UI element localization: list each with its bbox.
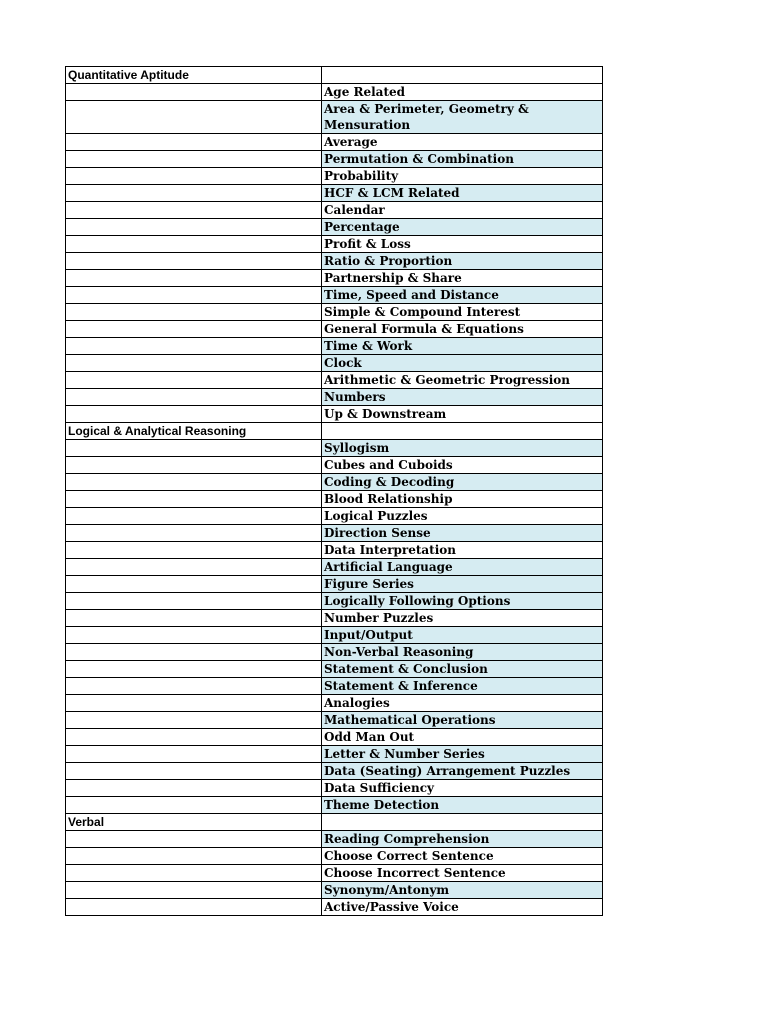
empty-category-cell[interactable] [66, 219, 322, 236]
empty-category-cell[interactable] [66, 101, 322, 134]
empty-category-cell[interactable] [66, 899, 322, 916]
topic-cell[interactable]: Mathematical Operations [322, 712, 603, 729]
empty-category-cell[interactable] [66, 542, 322, 559]
empty-category-cell[interactable] [66, 185, 322, 202]
topic-row [66, 729, 603, 746]
topic-row [66, 746, 603, 763]
topic-row [66, 406, 603, 423]
topic-row [66, 882, 603, 899]
topic-cell[interactable]: Analogies [322, 695, 603, 712]
topic-row [66, 287, 603, 304]
empty-category-cell[interactable] [66, 661, 322, 678]
topic-cell[interactable]: Logical Puzzles [322, 508, 603, 525]
topic-row [66, 270, 603, 287]
topic-cell[interactable]: Arithmetic & Geometric Progression [322, 372, 603, 389]
topic-row [66, 304, 603, 321]
topic-row [66, 457, 603, 474]
empty-category-cell[interactable] [66, 151, 322, 168]
topic-row [66, 491, 603, 508]
empty-topic-cell[interactable] [322, 67, 603, 84]
topic-cell[interactable]: Blood Relationship [322, 491, 603, 508]
topic-row [66, 780, 603, 797]
topic-row [66, 389, 603, 406]
topic-row [66, 474, 603, 491]
topic-cell[interactable]: Permutation & Combination [322, 151, 603, 168]
topic-cell[interactable]: Simple & Compound Interest [322, 304, 603, 321]
topic-row [66, 355, 603, 372]
topic-cell[interactable]: Number Puzzles [322, 610, 603, 627]
topic-row [66, 134, 603, 151]
empty-category-cell[interactable] [66, 457, 322, 474]
topic-cell[interactable]: Age Related [322, 84, 603, 101]
empty-category-cell[interactable] [66, 831, 322, 848]
topic-row [66, 644, 603, 661]
topic-cell[interactable]: Synonym/Antonym [322, 882, 603, 899]
empty-category-cell[interactable] [66, 644, 322, 661]
topic-cell[interactable]: Direction Sense [322, 525, 603, 542]
topic-cell[interactable]: Percentage [322, 219, 603, 236]
empty-category-cell[interactable] [66, 406, 322, 423]
topic-cell[interactable]: Figure Series [322, 576, 603, 593]
empty-category-cell[interactable] [66, 321, 322, 338]
topic-row [66, 185, 603, 202]
topic-row [66, 321, 603, 338]
topic-row [66, 712, 603, 729]
empty-category-cell[interactable] [66, 763, 322, 780]
empty-category-cell[interactable] [66, 610, 322, 627]
empty-category-cell[interactable] [66, 338, 322, 355]
topic-row [66, 695, 603, 712]
topic-row [66, 372, 603, 389]
topic-row [66, 542, 603, 559]
topics-spreadsheet [65, 66, 603, 916]
empty-category-cell[interactable] [66, 576, 322, 593]
empty-category-cell[interactable] [66, 287, 322, 304]
topic-row [66, 219, 603, 236]
empty-category-cell[interactable] [66, 253, 322, 270]
empty-category-cell[interactable] [66, 559, 322, 576]
empty-topic-cell[interactable] [322, 814, 603, 831]
empty-category-cell[interactable] [66, 372, 322, 389]
topic-cell[interactable]: Probability [322, 168, 603, 185]
category-cell[interactable]: Logical & Analytical Reasoning [66, 423, 322, 440]
topic-row [66, 797, 603, 814]
empty-category-cell[interactable] [66, 508, 322, 525]
empty-category-cell[interactable] [66, 270, 322, 287]
topic-row [66, 253, 603, 270]
topic-cell[interactable]: Up & Downstream [322, 406, 603, 423]
topic-cell[interactable]: HCF & LCM Related [322, 185, 603, 202]
topic-cell[interactable]: Time & Work [322, 338, 603, 355]
category-row [66, 814, 603, 831]
topic-cell[interactable]: Letter & Number Series [322, 746, 603, 763]
topic-row [66, 508, 603, 525]
topic-row [66, 202, 603, 219]
topic-row [66, 236, 603, 253]
empty-category-cell[interactable] [66, 236, 322, 253]
topic-row [66, 831, 603, 848]
topic-cell[interactable]: Data (Seating) Arrangement Puzzles [322, 763, 603, 780]
topic-cell[interactable]: Artificial Language [322, 559, 603, 576]
empty-category-cell[interactable] [66, 355, 322, 372]
topic-cell[interactable]: Time, Speed and Distance [322, 287, 603, 304]
topic-cell[interactable]: Reading Comprehension [322, 831, 603, 848]
topic-row [66, 593, 603, 610]
empty-category-cell[interactable] [66, 882, 322, 899]
empty-category-cell[interactable] [66, 168, 322, 185]
topic-cell[interactable]: Input/Output [322, 627, 603, 644]
topic-row [66, 610, 603, 627]
topic-cell[interactable]: Partnership & Share [322, 270, 603, 287]
topic-row [66, 151, 603, 168]
topic-row [66, 101, 603, 134]
topic-cell[interactable]: Clock [322, 355, 603, 372]
topic-cell[interactable]: Syllogism [322, 440, 603, 457]
empty-category-cell[interactable] [66, 678, 322, 695]
empty-category-cell[interactable] [66, 474, 322, 491]
topic-row [66, 848, 603, 865]
topic-cell[interactable]: Active/Passive Voice [322, 899, 603, 916]
topic-cell[interactable]: Theme Detection [322, 797, 603, 814]
topic-cell[interactable]: Non-Verbal Reasoning [322, 644, 603, 661]
empty-category-cell[interactable] [66, 712, 322, 729]
topic-cell[interactable]: Choose Correct Sentence [322, 848, 603, 865]
empty-category-cell[interactable] [66, 134, 322, 151]
category-row [66, 67, 603, 84]
topic-row [66, 763, 603, 780]
topic-row [66, 627, 603, 644]
empty-category-cell[interactable] [66, 746, 322, 763]
topic-cell[interactable]: Cubes and Cuboids [322, 457, 603, 474]
topic-row [66, 865, 603, 882]
empty-topic-cell[interactable] [322, 423, 603, 440]
topic-cell[interactable]: General Formula & Equations [322, 321, 603, 338]
topic-row [66, 84, 603, 101]
topic-cell[interactable]: Numbers [322, 389, 603, 406]
empty-category-cell[interactable] [66, 627, 322, 644]
empty-category-cell[interactable] [66, 729, 322, 746]
empty-category-cell[interactable] [66, 797, 322, 814]
empty-category-cell[interactable] [66, 202, 322, 219]
category-row [66, 423, 603, 440]
empty-category-cell[interactable] [66, 525, 322, 542]
empty-category-cell[interactable] [66, 865, 322, 882]
empty-category-cell[interactable] [66, 848, 322, 865]
topic-row [66, 661, 603, 678]
topic-cell[interactable]: Statement & Conclusion [322, 661, 603, 678]
empty-category-cell[interactable] [66, 695, 322, 712]
topic-cell[interactable]: Statement & Inference [322, 678, 603, 695]
topic-cell[interactable]: Profit & Loss [322, 236, 603, 253]
topic-cell[interactable]: Data Interpretation [322, 542, 603, 559]
empty-category-cell[interactable] [66, 389, 322, 406]
topic-cell[interactable]: Calendar [322, 202, 603, 219]
topic-cell[interactable]: Logically Following Options [322, 593, 603, 610]
empty-category-cell[interactable] [66, 84, 322, 101]
topic-row [66, 168, 603, 185]
topic-cell[interactable]: Area & Perimeter, Geometry & Mensuration [322, 101, 603, 134]
spreadsheet-body [66, 67, 603, 916]
topic-cell[interactable]: Odd Man Out [322, 729, 603, 746]
topic-cell[interactable]: Coding & Decoding [322, 474, 603, 491]
topic-cell[interactable]: Data Sufficiency [322, 780, 603, 797]
empty-category-cell[interactable] [66, 440, 322, 457]
empty-category-cell[interactable] [66, 593, 322, 610]
topic-row [66, 678, 603, 695]
category-cell[interactable]: Quantitative Aptitude [66, 67, 322, 84]
empty-category-cell[interactable] [66, 780, 322, 797]
topic-row [66, 559, 603, 576]
category-cell[interactable]: Verbal [66, 814, 322, 831]
topic-cell[interactable]: Average [322, 134, 603, 151]
empty-category-cell[interactable] [66, 304, 322, 321]
empty-category-cell[interactable] [66, 491, 322, 508]
topic-cell[interactable]: Choose Incorrect Sentence [322, 865, 603, 882]
topic-row [66, 525, 603, 542]
topic-cell[interactable]: Ratio & Proportion [322, 253, 603, 270]
topic-row [66, 899, 603, 916]
topic-row [66, 576, 603, 593]
topic-row [66, 338, 603, 355]
topic-row [66, 440, 603, 457]
